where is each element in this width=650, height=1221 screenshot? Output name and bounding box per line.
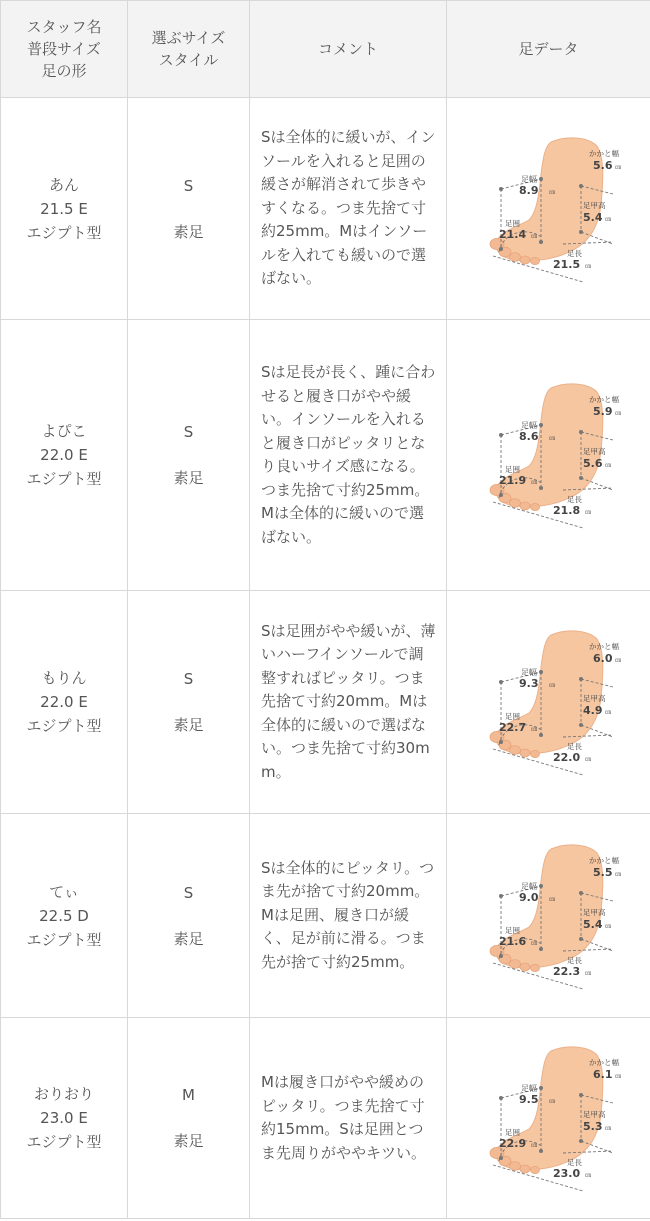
staff-foot-shape: エジプト型	[26, 1133, 102, 1151]
length-label: 足長	[566, 1158, 582, 1167]
girth-label: 足囲	[504, 1128, 520, 1137]
measure-point	[499, 1096, 503, 1100]
foot-data-cell	[447, 320, 650, 591]
staff-row	[1, 1018, 650, 1219]
chosen-size: S	[183, 883, 194, 902]
style-value: 素足	[173, 1132, 204, 1150]
measure-point	[539, 670, 543, 674]
staff-foot-shape: エジプト型	[26, 470, 102, 488]
toe-mark	[509, 499, 520, 508]
foot-diagram	[463, 1043, 635, 1193]
staff-row	[1, 814, 650, 1018]
staff-name: おりおり	[33, 1085, 94, 1103]
foot-diagram	[463, 134, 635, 284]
size-style-cell	[128, 98, 250, 320]
heel-width-value: 6.0	[592, 652, 612, 665]
unit-label: ㎝	[584, 756, 591, 763]
foot-width-label: 足幅	[520, 668, 537, 677]
unit-label: ㎝	[584, 262, 591, 270]
foot-width-label: 足幅	[520, 174, 537, 184]
instep-value: 5.6	[582, 457, 602, 470]
length-label: 足長	[566, 955, 582, 965]
measure-point	[499, 187, 503, 191]
unit-label: ㎝	[604, 922, 611, 930]
staff-foot-shape: エジプト型	[26, 717, 102, 735]
length-value: 21.8	[552, 504, 580, 517]
comment-cell: Sは全体的にピッタリ。つま先が捨て寸約20mm。Mは足囲、履き口が緩く、足が前に滑る。つま先が捨て寸約25mm。	[250, 814, 447, 1018]
staff-row	[1, 98, 650, 320]
staff-info-cell	[1, 814, 128, 1018]
unit-label: ㎝	[584, 509, 591, 516]
measure-point	[539, 733, 543, 737]
foot-width-value: 9.3	[518, 677, 538, 690]
measure-point	[579, 230, 583, 234]
heel-width-value: 5.9	[592, 405, 612, 418]
size-style-cell	[128, 591, 250, 814]
toe-mark	[530, 257, 539, 264]
foot-shape	[495, 137, 602, 260]
girth-label: 足囲	[504, 465, 520, 474]
unit-label: ㎝	[530, 1142, 537, 1149]
length-label: 足長	[566, 495, 582, 504]
toe-mark	[530, 1166, 539, 1173]
style-value: 素足	[173, 222, 204, 241]
toe-mark	[509, 959, 520, 968]
toe-mark	[520, 502, 530, 510]
measure-point	[539, 884, 543, 888]
unit-label: ㎝	[604, 1125, 611, 1132]
staff-info-cell	[1, 591, 128, 814]
toe-mark	[509, 746, 520, 755]
heel-width-value: 6.1	[592, 1068, 612, 1081]
unit-label: ㎝	[548, 895, 555, 903]
measure-point	[499, 493, 503, 497]
heel-width-label: かかと幅	[588, 855, 619, 865]
header-staff: スタッフ名 普段サイズ 足の形	[1, 1, 128, 98]
girth-label: 足囲	[504, 218, 520, 228]
header-foot-data: 足データ	[447, 1, 650, 98]
instep-label: 足甲高	[582, 200, 605, 210]
instep-label: 足甲高	[582, 447, 605, 456]
staff-foot-shape: エジプト型	[26, 930, 102, 949]
foot-shape	[495, 384, 602, 507]
measure-point	[499, 680, 503, 684]
heel-width-label: かかと幅	[588, 395, 619, 404]
measure-point	[579, 1139, 583, 1143]
foot-width-value: 9.0	[518, 890, 538, 904]
measure-point	[579, 937, 583, 941]
foot-width-label: 足幅	[520, 421, 537, 430]
measure-point	[499, 247, 503, 251]
staff-foot-shape: エジプト型	[26, 223, 102, 242]
unit-label: ㎝	[604, 709, 611, 716]
measure-point	[499, 433, 503, 437]
staff-name: てぃ	[49, 882, 79, 901]
measure-point	[579, 1093, 583, 1097]
toe-mark	[509, 252, 520, 261]
girth-label: 足囲	[504, 925, 520, 935]
header-row	[1, 1, 650, 98]
unit-label: ㎝	[530, 479, 537, 486]
toe-mark	[530, 964, 539, 971]
chosen-size: S	[183, 423, 194, 441]
measure-point	[539, 486, 543, 490]
comment-cell: Sは足囲がやや緩いが、薄いハーフインソールで調整すればピッタリ。つま先捨て寸約20mm。Mは全体的に緩いので選ばない。つま先捨て寸約30mm。	[250, 591, 447, 814]
chosen-size: M	[182, 1086, 195, 1104]
instep-value: 5.4	[582, 210, 602, 224]
girth-value: 21.6	[498, 934, 526, 948]
length-value: 22.0	[552, 751, 580, 764]
header-comment: コメント	[250, 1, 447, 98]
unit-label: ㎝	[614, 657, 621, 664]
unit-label: ㎝	[604, 462, 611, 469]
foot-data-cell	[447, 814, 650, 1018]
foot-data-cell	[447, 1018, 650, 1219]
length-value: 22.3	[552, 964, 580, 978]
toe-mark	[520, 256, 530, 264]
instep-label: 足甲高	[582, 907, 605, 917]
toe-mark	[520, 749, 530, 757]
unit-label: ㎝	[548, 682, 555, 689]
measure-point	[499, 740, 503, 744]
foot-width-value: 8.9	[518, 183, 538, 197]
unit-label: ㎝	[548, 1098, 555, 1105]
staff-row	[1, 591, 650, 814]
size-style-cell	[128, 814, 250, 1018]
foot-shape	[495, 631, 602, 754]
girth-label: 足囲	[504, 712, 520, 721]
toe-mark	[530, 503, 539, 510]
heel-width-value: 5.5	[592, 865, 612, 879]
unit-label: ㎝	[530, 232, 537, 240]
unit-label: ㎝	[614, 870, 621, 878]
foot-diagram	[463, 627, 635, 777]
style-value: 素足	[173, 929, 204, 948]
foot-shape	[495, 844, 602, 967]
foot-data-cell	[447, 98, 650, 320]
comment-cell: Mは履き口がやや緩めのピッタリ。つま先捨て寸約15mm。Sは足囲とつま先周りがややキツい。	[250, 1018, 447, 1219]
instep-label: 足甲高	[582, 1110, 605, 1119]
size-style-cell	[128, 320, 250, 591]
length-label: 足長	[566, 742, 582, 751]
unit-label: ㎝	[548, 435, 555, 442]
size-style-cell	[128, 1018, 250, 1219]
foot-diagram	[463, 841, 635, 991]
unit-label: ㎝	[614, 410, 621, 417]
comment-cell: Sは足長が長く、踵に合わせると履き口がやや緩い。インソールを入れると履き口がピッタリとなり良いサイズ感になる。つま先捨て寸約25mm。Mは全体的に緩いので選ばない。	[250, 320, 447, 591]
staff-name: よぴこ	[41, 422, 87, 440]
unit-label: ㎝	[614, 163, 621, 171]
foot-diagram	[463, 380, 635, 530]
unit-label: ㎝	[614, 1073, 621, 1080]
comment-cell: Sは全体的に緩いが、インソールを入れると足囲の緩さが解消されて歩きやすくなる。つま先捨て寸約25mm。Mはインソールを入れても緩いので選ばない。	[250, 98, 447, 320]
girth-value: 21.4	[498, 227, 526, 241]
unit-label: ㎝	[548, 188, 555, 196]
toe-mark	[520, 963, 530, 971]
toe-mark	[520, 1165, 530, 1173]
measure-point	[539, 947, 543, 951]
measure-point	[579, 184, 583, 188]
measure-point	[539, 177, 543, 181]
instep-value: 4.9	[582, 704, 602, 717]
measure-point	[499, 954, 503, 958]
measure-point	[499, 1156, 503, 1160]
measure-point	[579, 677, 583, 681]
staff-info-cell	[1, 320, 128, 591]
measure-point	[539, 240, 543, 244]
heel-width-label: かかと幅	[588, 642, 619, 651]
unit-label: ㎝	[530, 939, 537, 947]
staff-row	[1, 320, 650, 591]
unit-label: ㎝	[584, 1172, 591, 1179]
staff-name: もりん	[41, 669, 87, 687]
measure-point	[539, 1149, 543, 1153]
measure-point	[579, 891, 583, 895]
foot-width-value: 9.5	[518, 1093, 538, 1106]
foot-data-cell	[447, 591, 650, 814]
header-size-style: 選ぶサイズ スタイル	[128, 1, 250, 98]
toe-mark	[509, 1162, 520, 1171]
foot-shape	[495, 1047, 602, 1170]
unit-label: ㎝	[604, 215, 611, 223]
heel-width-label: かかと幅	[588, 1058, 619, 1067]
length-value: 21.5	[552, 257, 580, 271]
measure-point	[499, 894, 503, 898]
girth-value: 21.9	[498, 474, 526, 487]
staff-info-cell	[1, 1018, 128, 1219]
girth-value: 22.9	[498, 1137, 526, 1150]
measure-point	[539, 423, 543, 427]
instep-label: 足甲高	[582, 694, 605, 703]
measure-point	[579, 723, 583, 727]
length-value: 23.0	[552, 1167, 580, 1180]
instep-value: 5.3	[582, 1120, 602, 1133]
girth-value: 22.7	[498, 721, 526, 734]
staff-usual-size: 22.0 E	[40, 693, 88, 711]
staff-name: あん	[48, 175, 79, 194]
style-value: 素足	[173, 469, 204, 487]
staff-usual-size: 21.5 E	[40, 199, 88, 218]
staff-usual-size: 23.0 E	[40, 1109, 88, 1127]
staff-usual-size: 22.0 E	[40, 446, 88, 464]
measure-point	[539, 1086, 543, 1090]
foot-width-value: 8.6	[518, 430, 538, 443]
foot-width-label: 足幅	[520, 881, 537, 891]
toe-mark	[530, 750, 539, 757]
foot-width-label: 足幅	[520, 1084, 537, 1093]
staff-usual-size: 22.5 D	[39, 906, 89, 925]
chosen-size: S	[183, 176, 194, 195]
staff-info-cell	[1, 98, 128, 320]
style-value: 素足	[173, 716, 204, 734]
unit-label: ㎝	[584, 969, 591, 977]
instep-value: 5.4	[582, 917, 602, 931]
measure-point	[579, 476, 583, 480]
unit-label: ㎝	[530, 726, 537, 733]
heel-width-value: 5.6	[592, 158, 612, 172]
measure-point	[579, 430, 583, 434]
heel-width-label: かかと幅	[588, 148, 619, 158]
chosen-size: S	[183, 670, 194, 688]
length-label: 足長	[566, 248, 582, 258]
